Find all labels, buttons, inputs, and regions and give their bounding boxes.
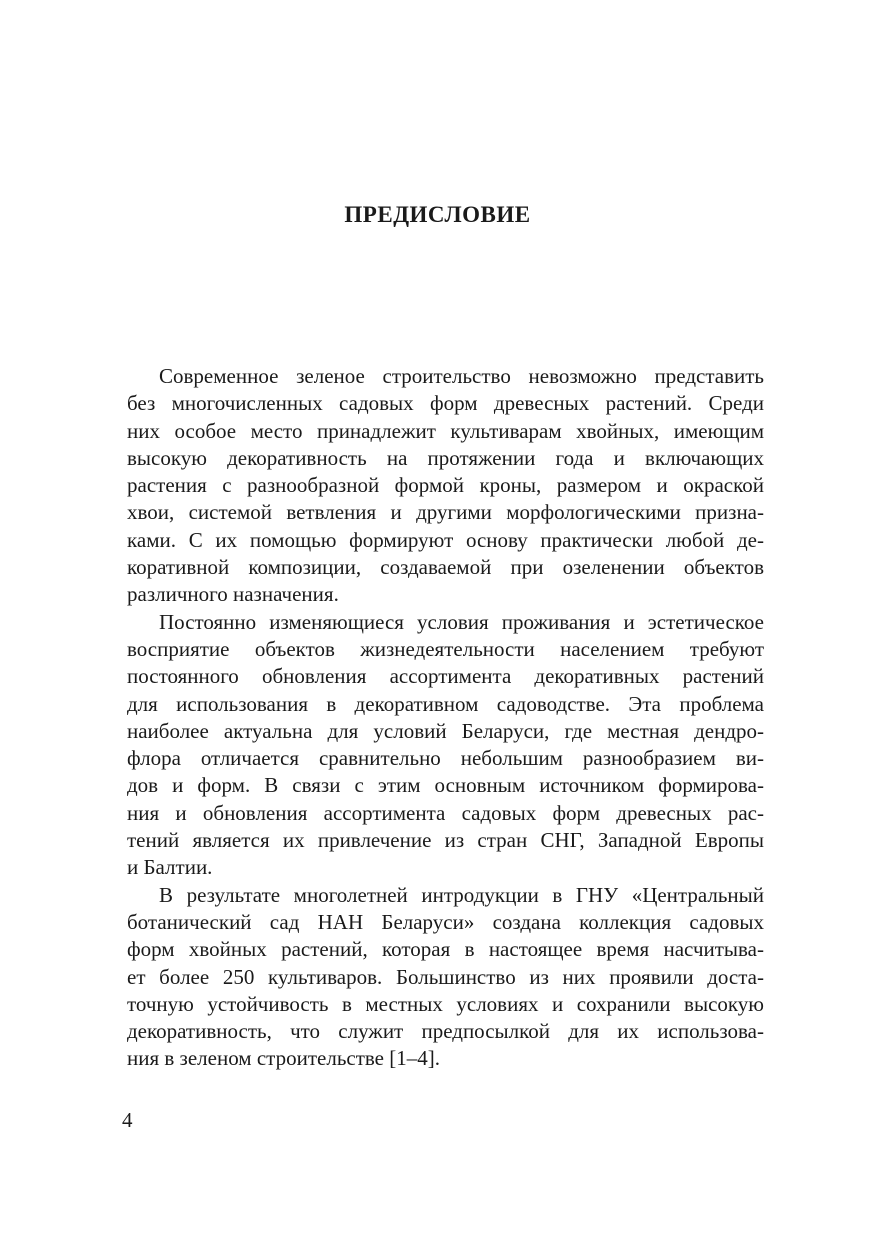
text-line: восприятие объектов жизнедеятельности населением требуют bbox=[127, 636, 764, 661]
text-line: наиболее актуальна для условий Беларуси, где местная дендро- bbox=[127, 718, 764, 743]
page-number: 4 bbox=[122, 1108, 133, 1132]
text-line: ния и обновления ассортимента садовых форм древесных рас- bbox=[127, 800, 764, 825]
text-line: различного назначения. bbox=[127, 582, 339, 607]
page-title: ПРЕДИСЛОВИЕ bbox=[344, 202, 531, 228]
paragraph-1 bbox=[127, 363, 764, 609]
text-line: форм хвойных растений, которая в настоящее время насчитыва- bbox=[127, 937, 764, 962]
text-line: декоративность, что служит предпосылкой для их использова- bbox=[127, 1019, 764, 1044]
text-line: высокую декоративность на протяжении года и включающих bbox=[127, 445, 764, 470]
text-line: без многочисленных садовых форм древесных растений. Среди bbox=[127, 391, 764, 416]
text-line: точную устойчивость в местных условиях и сохранили высокую bbox=[127, 991, 764, 1016]
text-line: постоянного обновления ассортимента декоративных растений bbox=[127, 664, 764, 689]
text-line: тений является их привлечение из стран СНГ, Западной Европы bbox=[127, 828, 764, 853]
text-line: ния в зеленом строительстве [1–4]. bbox=[127, 1046, 440, 1071]
text-line: дов и форм. В связи с этим основным источником формирова- bbox=[127, 773, 764, 798]
text-line: хвои, системой ветвления и другими морфологическими призна- bbox=[127, 500, 764, 525]
text-line: Постоянно изменяющиеся условия проживания и эстетическое bbox=[159, 609, 764, 634]
text-line: них особое место принадлежит культиварам хвойных, имеющим bbox=[127, 418, 764, 443]
text-line: флора отличается сравнительно небольшим разнообразием ви- bbox=[127, 746, 764, 771]
text-line: и Балтии. bbox=[127, 855, 213, 880]
body-text bbox=[127, 363, 764, 1073]
text-line: ет более 250 культиваров. Большинство из них проявили доста- bbox=[127, 964, 764, 989]
text-line: для использования в декоративном садоводстве. Эта проблема bbox=[127, 691, 764, 716]
text-line: растения с разнообразной формой кроны, размером и окраской bbox=[127, 473, 764, 498]
text-line: В результате многолетней интродукции в ГНУ «Центральный bbox=[159, 882, 764, 907]
paragraph-3 bbox=[127, 882, 764, 1073]
paragraph-2 bbox=[127, 609, 764, 882]
text-line: ками. С их помощью формируют основу практически любой де- bbox=[127, 527, 764, 552]
text-line: Современное зеленое строительство невозможно представить bbox=[159, 364, 764, 388]
text-line: коративной композиции, создаваемой при озеленении объектов bbox=[127, 555, 764, 580]
text-line: ботанический сад НАН Беларуси» создана коллекция садовых bbox=[127, 909, 764, 934]
